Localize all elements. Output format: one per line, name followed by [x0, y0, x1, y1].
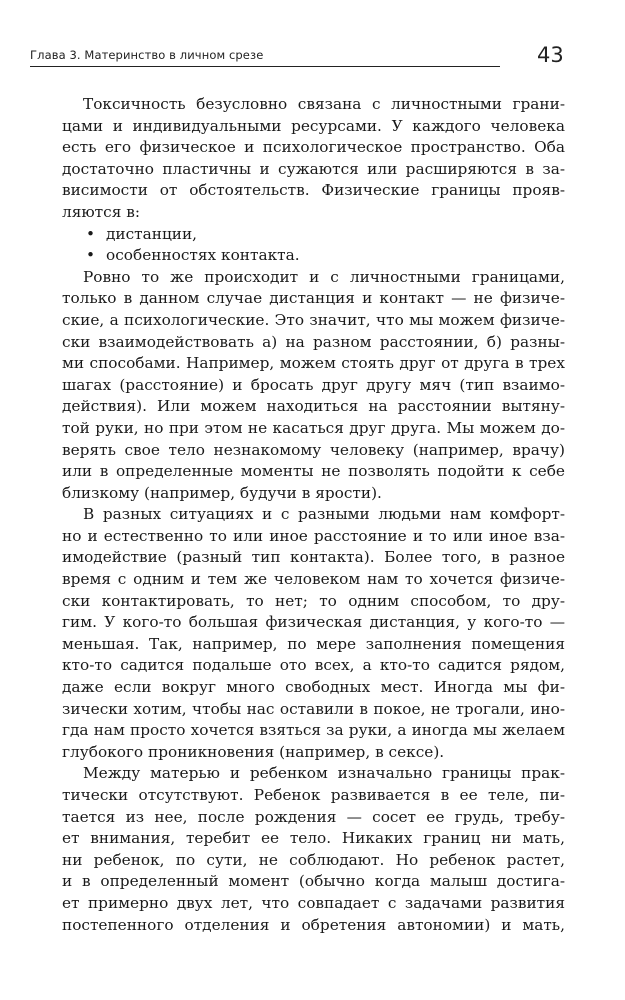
text-line: время с одним и тем же человеком нам то хочется физиче- — [62, 570, 565, 589]
text-line: ми способами. Например, можем стоять друг от друга в трех — [62, 354, 565, 373]
text-line: или в определенные моменты не позволять подойти к себе — [62, 462, 565, 481]
text-line: даже если вокруг много свободных мест. Иногда мы фи- — [62, 678, 565, 697]
text-line: имодействие (разный тип контакта). Более того, в разное — [62, 548, 565, 567]
bullet-item: • дистанции, — [62, 224, 565, 246]
text-line: тается из нее, после рождения — сосет ее грудь, требу- — [62, 807, 565, 826]
text-line: близкому (например, будучи в ярости). — [62, 483, 382, 502]
text-line: ски контактировать, то нет; то одним способом, то дру- — [62, 591, 565, 610]
text-line: постепенного отделения и обретения автономии) и мать, — [62, 915, 565, 934]
text-line: верять свое тело незнакомому человеку (например, врачу) — [62, 440, 565, 459]
text-line: ляются в: — [62, 202, 140, 221]
text-line: В разных ситуациях и с разными людьми нам комфорт- — [83, 505, 565, 524]
text-line: но и естественно то или иное расстояние и то или иное вза- — [62, 526, 565, 545]
text-line: Между матерью и ребенком изначально границы прак- — [83, 764, 565, 783]
bullet-item: • особенностях контакта. — [62, 245, 565, 267]
text-line: ни ребенок, по сути, не соблюдают. Но ребенок растет, — [62, 850, 565, 869]
text-line: зически хотим, чтобы нас оставили в покое, не трогали, ино- — [62, 699, 565, 718]
text-line: ет внимания, теребит ее тело. Никаких границ ни мать, — [62, 829, 565, 848]
text-line: только в данном случае дистанция и контакт — не физиче- — [62, 289, 565, 308]
text-line: есть его физическое и психологическое пространство. Оба — [62, 138, 565, 157]
text-line: Ровно то же происходит и с личностными границами, — [83, 267, 565, 286]
text-line: действия). Или можем находиться на расстоянии вытяну- — [62, 397, 565, 416]
text-line: кто-то садится подальше ото всех, а кто-то садится рядом, — [62, 656, 565, 675]
page-number: 43 — [537, 43, 564, 67]
text-line: висимости от обстоятельств. Физические границы прояв- — [62, 181, 565, 200]
text-line: той руки, но при этом не касаться друг друга. Мы можем до- — [62, 418, 565, 437]
text-line: ет примерно двух лет, что совпадает с задачами развития — [62, 893, 565, 912]
text-line: гда нам просто хочется взяться за руки, а иногда мы желаем — [62, 721, 565, 740]
chapter-title: Глава 3. Материнство в личном срезе — [30, 48, 264, 62]
text-line: ски взаимодействовать а) на разном расстоянии, б) разны- — [62, 332, 565, 351]
text-line: Токсичность безусловно связана с личностными грани- — [83, 95, 565, 113]
text-line: тически отсутствуют. Ребенок развивается в ее теле, пи- — [62, 786, 565, 804]
text-line: ские, а психологические. Это значит, что мы можем физиче- — [62, 310, 565, 329]
text-line: цами и индивидуальными ресурсами. У каждого человека — [62, 116, 565, 135]
text-line: и в определенный момент (обычно когда малыш достига- — [62, 872, 565, 891]
body-text — [62, 94, 565, 936]
running-header — [30, 46, 500, 67]
text-line: глубокого проникновения (например, в сексе). — [62, 742, 445, 761]
text-line: гим. У кого-то большая физическая дистанция, у кого-то — — [62, 613, 565, 632]
text-line: меньшая. Так, например, по мере заполнения помещения — [62, 634, 565, 653]
text-line: шагах (расстояние) и бросать друг другу мяч (тип взаимо- — [62, 375, 565, 394]
text-line: достаточно пластичны и сужаются или расширяются в за- — [62, 159, 565, 178]
